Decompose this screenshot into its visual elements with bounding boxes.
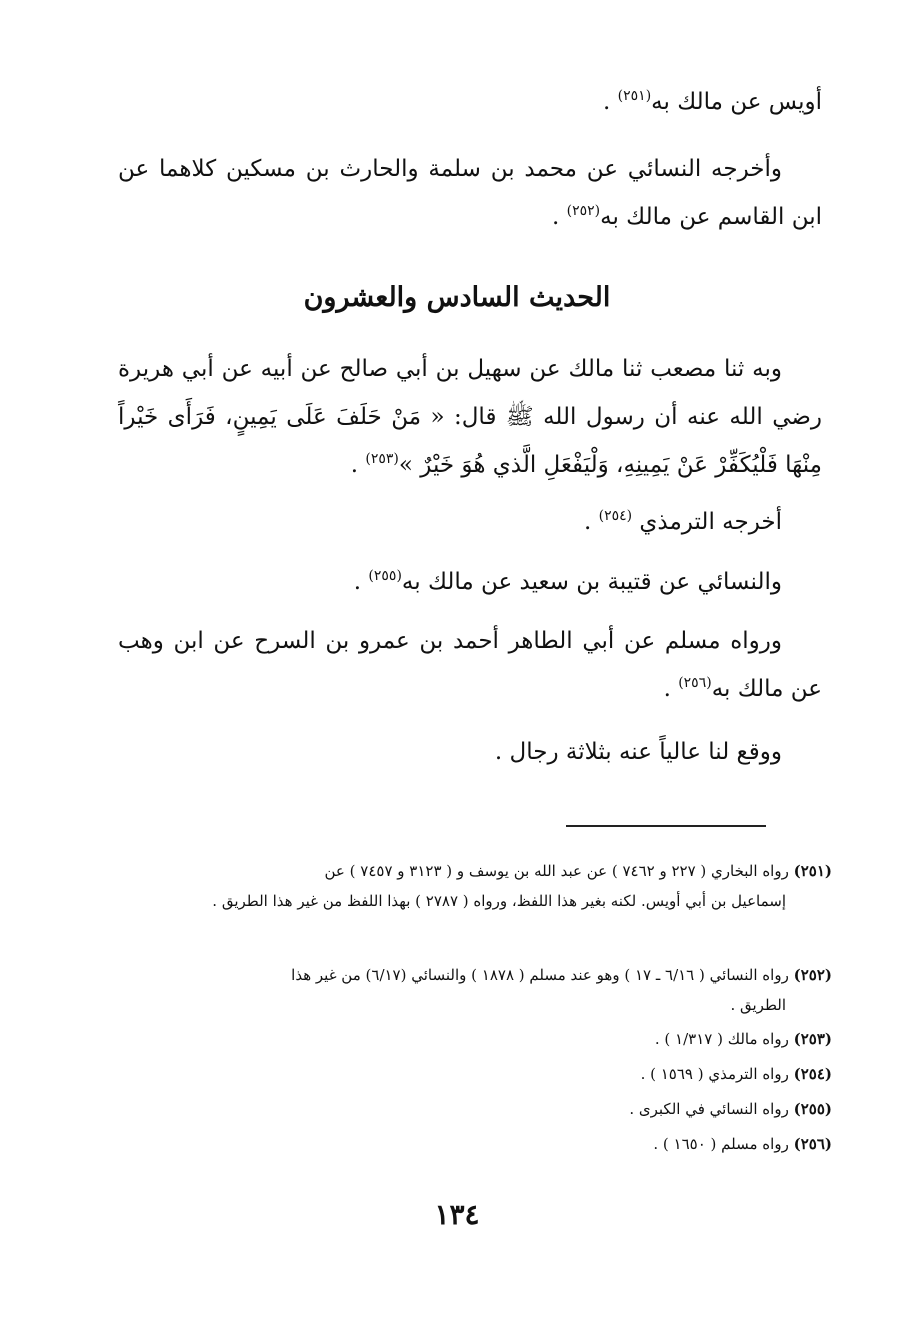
footnote-253: (٢٥٣) رواه مالك ( ١/٣١٧ ) . [654, 1030, 832, 1048]
footnote-255: (٢٥٥) رواه النسائي في الكبرى . [629, 1100, 832, 1118]
section-heading: الحديث السادس والعشرون [303, 282, 611, 313]
footnote-256: (٢٥٦) رواه مسلم ( ١٦٥٠ ) . [653, 1135, 832, 1153]
paragraph-3: وبه ثنا مصعب ثنا مالك عن سهيل بن أبي صالح عن أبيه عن أبي هريرة رضي الله عنه أن رسول الله ﷺ قال: « مَنْ حَلَفَ عَلَى يَمِينٍ، فَرَأَى خَيْراً مِنْهَا فَلْيُكَفِّرْ عَنْ يَمِينِهِ، وَلْيَفْعَلِ الَّذي هُوَ خَيْرٌ »$^{(٢٥٣)}$ . [118, 356, 822, 478]
footnote-ref-253: (٢٥٣) [365, 451, 399, 467]
page-number: ١٣٤ [434, 1198, 480, 1231]
footnote-252: (٢٥٢) رواه النسائي ( ٦/١٦ ـ ١٧ ) وهو عند مسلم ( ١٨٧٨ ) والنسائي (٦/١٧) من غير هذا الطريق . [291, 966, 832, 1014]
footnote-ref-252: (٢٥٢) [566, 203, 601, 219]
footnote-ref-251: (٢٥١) [617, 88, 652, 104]
paragraph-7: ووقع لنا عالياً عنه بثلاثة رجال . [494, 739, 782, 765]
paragraph-2: وأخرجه النسائي عن محمد بن سلمة والحارث بن مسكين كلاهما عن ابن القاسم عن مالك به$^{(٢٥٢)}$ . [118, 156, 822, 230]
paragraph-5: والنسائي عن قتيبة بن سعيد عن مالك به$^{(٢٥٥)}$ . [353, 568, 782, 595]
footnote-251: (٢٥١) رواه البخاري ( ٢٢٧ و ٧٤٦٢ ) عن عبد الله بن يوسف و ( ٣١٢٣ و ٧٤٥٧ ) عن إسماعيل بن أبي أويس. لكنه بغير هذا اللفظ، ورواه ( ٢٧٨٧ ) بهذا اللفظ من غير هذا الطريق . [212, 862, 832, 910]
footnote-ref-256: (٢٥٦) [678, 675, 712, 691]
paragraph-1: أويس عن مالك به$^{(٢٥١)}$ . [603, 88, 822, 115]
footnote-divider [566, 825, 766, 827]
paragraph-6: ورواه مسلم عن أبي الطاهر أحمد بن عمرو بن السرح عن ابن وهب عن مالك به$^{(٢٥٦)}$ . [118, 628, 822, 702]
footnote-ref-254: (٢٥٤) [598, 508, 633, 524]
footnote-ref-255: (٢٥٥) [368, 568, 402, 584]
paragraph-4: أخرجه الترمذي $^{(٢٥٤)}$ . [583, 508, 782, 535]
footnote-254: (٢٥٤) رواه الترمذي ( ١٥٦٩ ) . [640, 1065, 832, 1083]
